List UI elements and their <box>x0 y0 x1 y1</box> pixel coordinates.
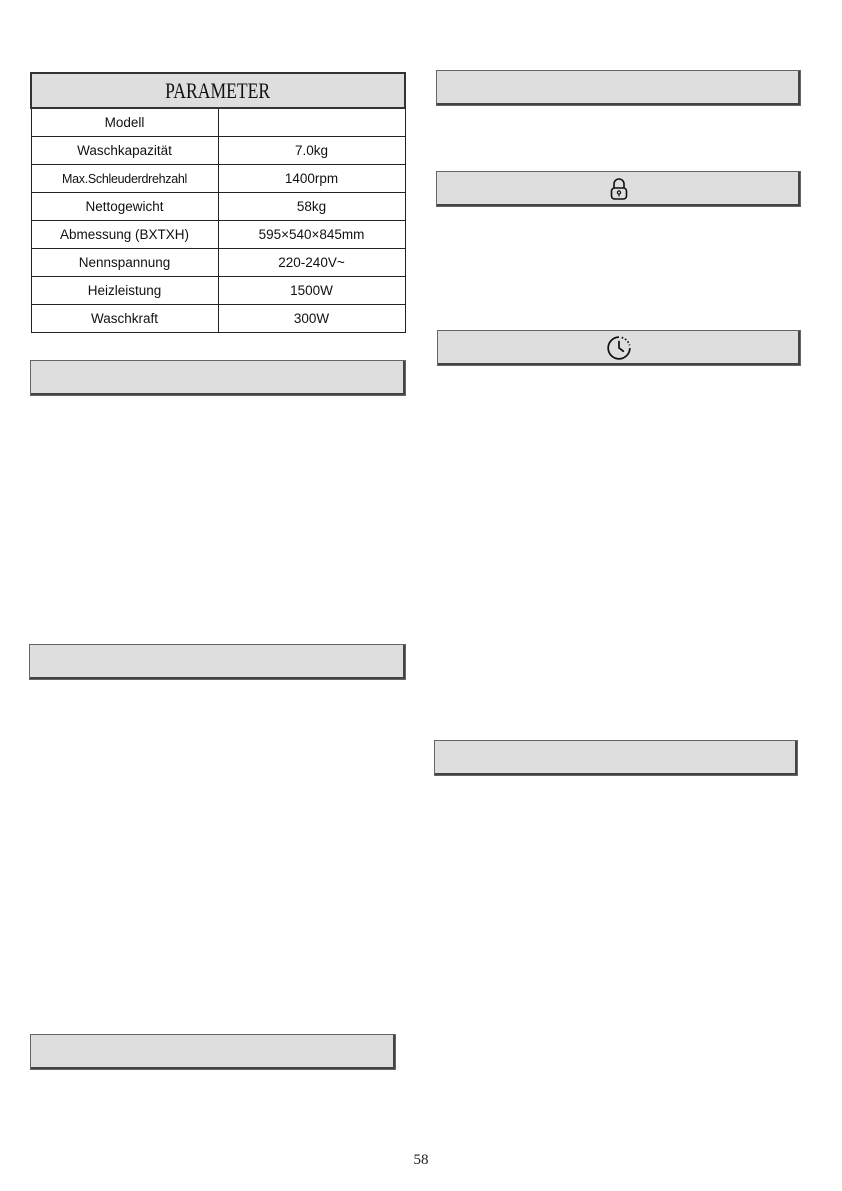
row-label: Max.Schleuderdrehzahl <box>31 165 218 193</box>
section-header-bar-left-3 <box>30 1034 396 1070</box>
section-header-bar-timer <box>437 330 801 366</box>
row-label: Abmessung (BXTXH) <box>31 221 218 249</box>
section-header-bar-left-2 <box>29 644 406 680</box>
table-row <box>31 221 405 249</box>
row-value: 595×540×845mm <box>218 221 405 249</box>
table-row <box>31 165 405 193</box>
section-header-bar-right-1 <box>436 70 801 106</box>
row-value: 1400rpm <box>218 165 405 193</box>
row-label: Waschkraft <box>31 305 218 333</box>
table-row <box>31 137 405 165</box>
row-label: Nennspannung <box>31 249 218 277</box>
table-row <box>31 305 405 333</box>
row-label: Nettogewicht <box>31 193 218 221</box>
row-value <box>218 108 405 137</box>
table-row <box>31 249 405 277</box>
page-number: 58 <box>413 1152 429 1168</box>
section-header-bar-left-1 <box>30 360 406 396</box>
row-label: Waschkapazität <box>31 137 218 165</box>
section-header-bar-lock <box>436 171 801 207</box>
row-value: 300W <box>218 305 405 333</box>
clock-icon <box>606 335 632 361</box>
section-header-bar-right-4 <box>434 740 798 776</box>
row-value: 58kg <box>218 193 405 221</box>
table-row <box>31 108 405 137</box>
row-label: Heizleistung <box>31 277 218 305</box>
padlock-icon <box>608 177 630 201</box>
row-value: 1500W <box>218 277 405 305</box>
table-row <box>31 193 405 221</box>
table-row <box>31 277 405 305</box>
row-value: 220-240V~ <box>218 249 405 277</box>
parameter-table <box>30 72 406 333</box>
parameter-table-title: PARAMETER <box>31 73 405 108</box>
row-value: 7.0kg <box>218 137 405 165</box>
row-label: Modell <box>31 108 218 137</box>
